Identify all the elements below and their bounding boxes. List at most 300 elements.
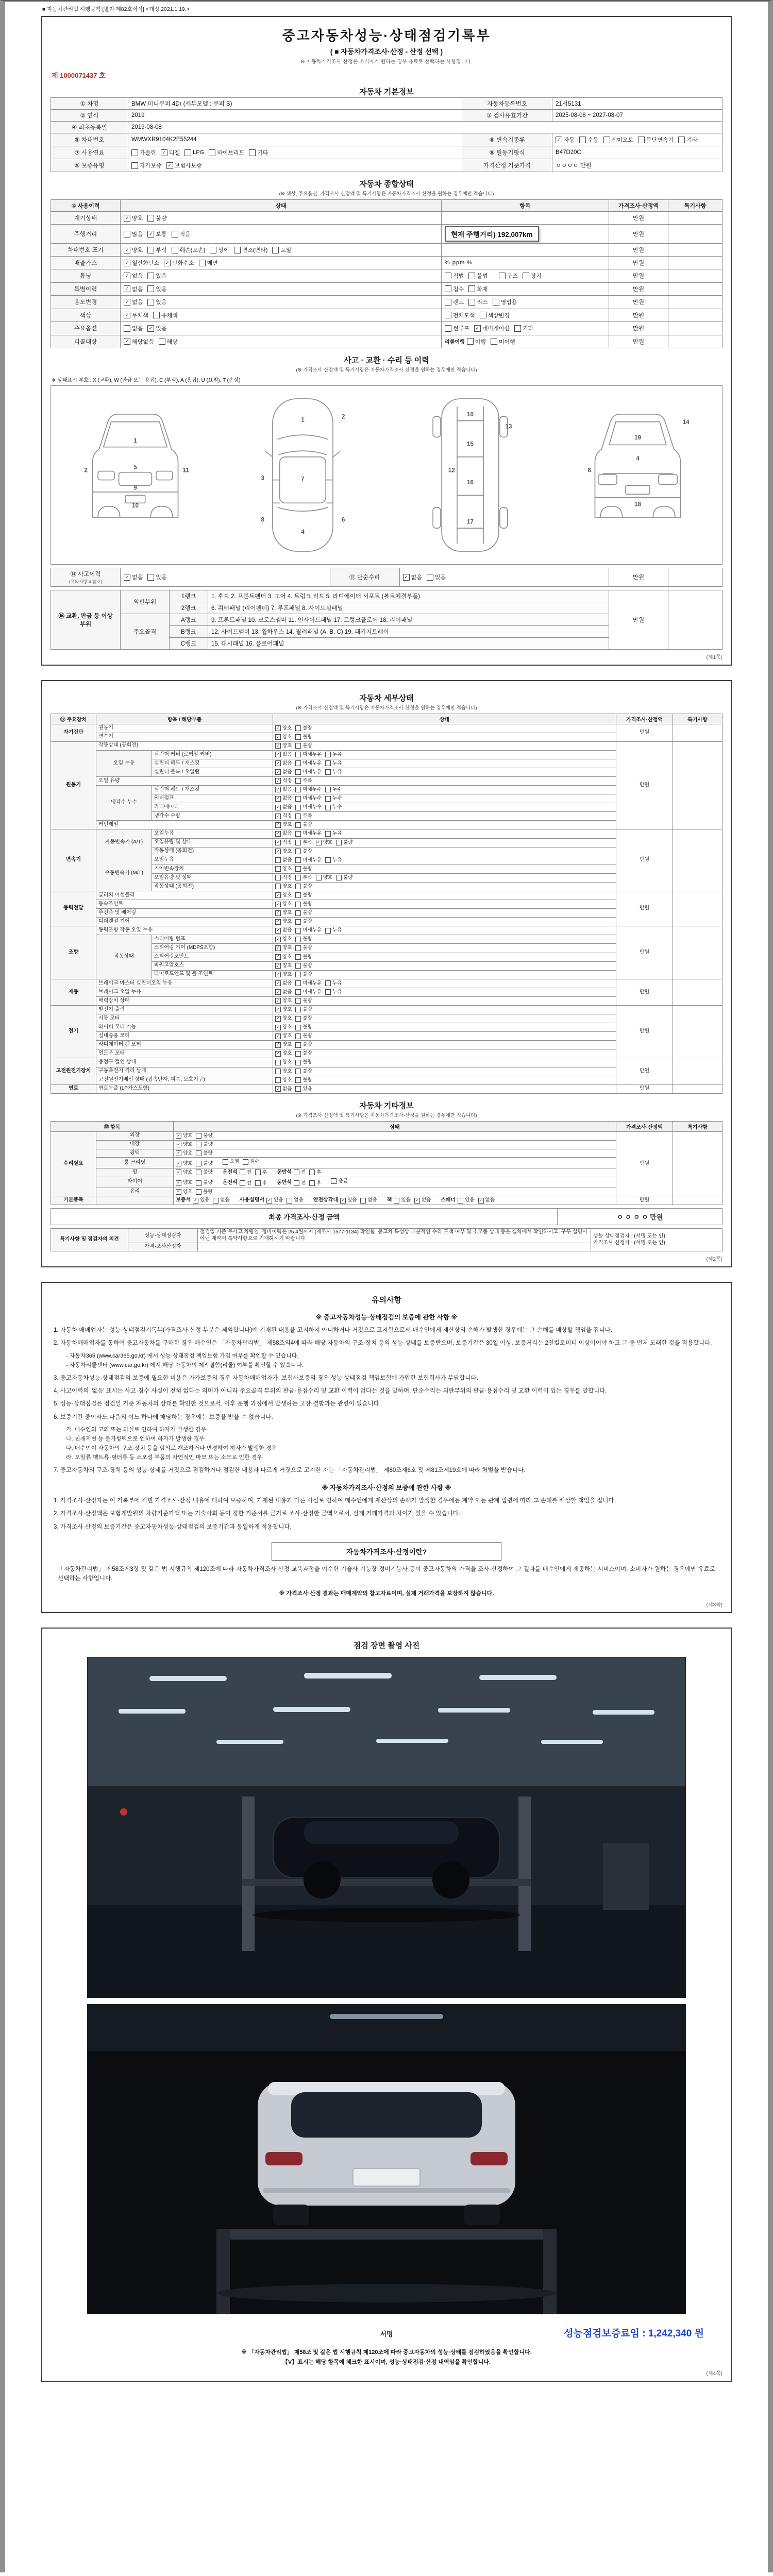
checkbox-침수[interactable] <box>243 1159 259 1165</box>
checkbox-불량[interactable] <box>295 954 312 960</box>
empty-box-icon <box>325 769 331 775</box>
checkbox-무채색[interactable] <box>124 311 148 319</box>
checkbox-후[interactable] <box>255 1170 267 1176</box>
part-label: 오일유량 및 상태 <box>152 873 273 882</box>
checkbox-label: 미세누유 <box>303 927 322 934</box>
page-mark-1: (제1쪽) <box>706 654 722 660</box>
checkbox-부식[interactable] <box>147 246 166 254</box>
field-value <box>128 98 462 110</box>
checkbox-부족[interactable] <box>295 778 312 784</box>
empty-box-icon <box>325 760 331 766</box>
checkbox-양호[interactable] <box>275 743 292 749</box>
item-text: % ppm % <box>445 260 473 266</box>
checkbox-미세누유[interactable] <box>295 989 322 995</box>
checkbox-오염[interactable] <box>223 1159 239 1165</box>
checkbox-전[interactable] <box>294 1170 306 1176</box>
checkbox-없음[interactable] <box>275 1086 292 1092</box>
empty-box-icon <box>210 247 216 253</box>
part-label: 작동상태 (공회전) <box>152 882 273 891</box>
checked-box-icon: ✓ <box>275 945 281 951</box>
checkbox-미세누수[interactable] <box>295 804 322 810</box>
checkbox-불량[interactable] <box>196 1142 212 1148</box>
checkbox-label: 누수 <box>332 804 342 810</box>
checkbox-양호[interactable] <box>275 1077 292 1083</box>
checkbox-없음[interactable] <box>478 1197 495 1204</box>
checkbox-장치[interactable] <box>523 272 542 280</box>
checkbox-미세누유[interactable] <box>295 927 322 934</box>
checkbox-label: 양호 <box>282 936 292 942</box>
part-label: 작동상태 (공회전) <box>96 741 273 750</box>
checkbox-label: 없음 <box>282 831 292 837</box>
checkbox-없음[interactable] <box>414 1197 431 1204</box>
checkbox-label: 미세누유 <box>303 760 322 766</box>
empty-box-icon <box>294 1170 299 1175</box>
checkbox-불량[interactable] <box>336 840 352 846</box>
checkbox-색상변경[interactable] <box>480 311 510 319</box>
checkbox-누유[interactable] <box>325 769 342 775</box>
checkbox-도말[interactable] <box>272 246 291 254</box>
notice-section-heading: ※ 중고자동차성능·상태점검의 보증에 관한 사항 ※ <box>315 1313 458 1321</box>
checkbox-매연[interactable] <box>199 259 218 267</box>
checkbox-양호[interactable] <box>275 1042 292 1048</box>
checkbox-양호[interactable] <box>176 1170 192 1176</box>
checkbox-자가보증[interactable] <box>131 161 162 170</box>
status-checks <box>273 944 616 953</box>
checkbox-있음[interactable] <box>427 573 446 581</box>
checkbox-전[interactable] <box>294 1180 306 1187</box>
checkbox-label: 양호 <box>183 1141 193 1147</box>
checkbox-양호[interactable] <box>275 936 292 942</box>
checked-box-icon: ✓ <box>275 769 281 775</box>
checkbox-없음[interactable] <box>275 804 292 810</box>
checkbox-세미오토[interactable] <box>603 135 634 144</box>
segment-label: 동반석 <box>277 1169 292 1175</box>
checkbox-있음[interactable] <box>147 324 166 332</box>
checkbox-있음[interactable] <box>193 1197 209 1204</box>
checkbox-있음[interactable] <box>394 1197 410 1204</box>
checkbox-적정[interactable] <box>275 778 292 784</box>
checkbox-양호[interactable] <box>176 1142 192 1148</box>
empty-box-icon <box>467 338 474 345</box>
checkbox-불량[interactable] <box>295 1069 312 1075</box>
checkbox-부족[interactable] <box>295 813 312 819</box>
checkbox-적정[interactable] <box>275 840 292 846</box>
checkbox-label: 기타 <box>257 150 268 156</box>
checkbox-양호[interactable] <box>275 734 292 740</box>
checkbox-상이[interactable] <box>210 246 229 254</box>
checkbox-불량[interactable] <box>295 1050 312 1057</box>
checkbox-있음[interactable] <box>147 272 166 280</box>
part-label: 오일유량 및 상태 <box>152 838 273 847</box>
checkbox-양호[interactable] <box>275 998 292 1004</box>
checkbox-이행[interactable] <box>467 337 486 346</box>
checkbox-훼손(오손)[interactable] <box>172 246 206 254</box>
checkbox-양호[interactable] <box>275 866 292 872</box>
diagram-part-number-18: 18 <box>634 501 642 508</box>
checkbox-적법[interactable] <box>445 272 464 280</box>
checkbox-없음[interactable] <box>124 298 143 306</box>
checkbox-일산화탄소[interactable] <box>124 259 159 267</box>
checkbox-불량[interactable] <box>295 1077 312 1083</box>
empty-box-icon <box>275 866 281 872</box>
checkbox-label: 디젤 <box>169 150 180 156</box>
checkbox-누수[interactable] <box>325 804 342 810</box>
checkbox-불량[interactable] <box>295 1033 312 1039</box>
note-cell <box>668 590 722 649</box>
checkbox-양호[interactable] <box>275 1015 292 1022</box>
checkbox-불량[interactable] <box>295 849 312 855</box>
empty-box-icon <box>196 1180 201 1186</box>
checkbox-불량[interactable] <box>295 936 312 942</box>
checkbox-없음[interactable] <box>403 573 422 581</box>
checkbox-label: 누유 <box>332 989 342 995</box>
checkbox-양호[interactable] <box>275 910 292 916</box>
status-checks <box>273 1058 616 1067</box>
checkbox-불량[interactable] <box>295 743 312 749</box>
checkbox-있음[interactable] <box>266 1197 283 1204</box>
checkbox-누수[interactable] <box>325 787 342 793</box>
checkbox-영업용[interactable] <box>493 298 517 306</box>
checkbox-전[interactable] <box>240 1180 251 1187</box>
checkbox-label: 보통 <box>156 231 167 238</box>
checkbox-label: 부족 <box>303 839 312 845</box>
part-label: 고전원전기배선 상태 (접속단자, 피복, 보호기구) <box>96 1076 273 1084</box>
empty-box-icon <box>147 273 154 279</box>
checkbox-label: 수동 <box>587 137 599 143</box>
checkbox-양호[interactable] <box>275 1007 292 1013</box>
checkbox-양호[interactable] <box>275 1033 292 1039</box>
checkbox-유채색[interactable] <box>153 311 178 319</box>
empty-box-icon <box>172 231 178 238</box>
empty-box-icon <box>295 989 301 995</box>
checkbox-있음[interactable] <box>147 573 166 581</box>
misc-part-label: 유리 <box>96 1188 174 1196</box>
checkbox-기타[interactable] <box>514 324 533 332</box>
checkbox-양호[interactable] <box>275 1050 292 1057</box>
device-group-label: 전기 <box>51 1006 96 1058</box>
checkbox-label: 없음 <box>282 804 292 810</box>
checkbox-없음[interactable] <box>124 573 143 581</box>
checkbox-불량[interactable] <box>295 972 312 978</box>
empty-box-icon <box>295 787 301 792</box>
checkbox-label: 적정 <box>282 813 292 819</box>
checkbox-누유[interactable] <box>325 831 342 837</box>
lift-post-right <box>518 1797 531 1951</box>
checkbox-부족[interactable] <box>295 875 312 881</box>
checkbox-양호[interactable] <box>176 1133 192 1139</box>
status-checks <box>273 1014 616 1023</box>
device-group-label: 연료 <box>51 1084 96 1093</box>
checkbox-있음[interactable] <box>147 298 166 306</box>
segment-label: 운전석 <box>222 1169 238 1175</box>
part-label: 워터펌프 <box>152 794 273 803</box>
checkbox-누유[interactable] <box>325 989 342 995</box>
checked-box-icon: ✓ <box>275 919 281 925</box>
checkbox-누유[interactable] <box>325 927 342 934</box>
checkbox-보험사보증[interactable] <box>166 161 202 170</box>
checkbox-응급[interactable] <box>331 1178 347 1184</box>
checkbox-양호[interactable] <box>176 1189 192 1195</box>
checkbox-불량[interactable] <box>295 892 312 899</box>
field-value <box>552 110 722 122</box>
exchange-row <box>51 590 722 602</box>
checkbox-누유[interactable] <box>325 752 342 758</box>
field-label: ① 차명 <box>51 98 128 110</box>
checkbox-없음[interactable] <box>275 752 292 758</box>
checkbox-양호[interactable] <box>275 972 292 978</box>
checkbox-불량[interactable] <box>295 1007 312 1013</box>
checkbox-누수[interactable] <box>325 795 342 802</box>
checkbox-불량[interactable] <box>196 1161 212 1167</box>
empty-box-icon <box>196 1170 201 1175</box>
status-checks <box>273 873 616 882</box>
checkbox-누유[interactable] <box>325 760 342 767</box>
diagram-part-number-13: 13 <box>505 423 512 430</box>
checkbox-불량[interactable] <box>196 1150 212 1157</box>
checkbox-적음[interactable] <box>172 230 191 238</box>
checkbox-없음[interactable] <box>360 1197 377 1204</box>
detail-status-table <box>51 714 722 1094</box>
checkbox-label: 없음 <box>132 299 143 306</box>
checkbox-하이브리드[interactable] <box>209 148 244 157</box>
checkbox-불량[interactable] <box>295 910 312 916</box>
checkbox-불량[interactable] <box>295 963 312 969</box>
checked-box-icon: ✓ <box>275 743 281 749</box>
checkbox-양호[interactable] <box>275 1024 292 1030</box>
checkbox-양호[interactable] <box>275 919 292 925</box>
checkbox-label: 해당없음 <box>132 338 154 345</box>
checkbox-양호[interactable] <box>275 884 292 890</box>
checkbox-해당없음[interactable] <box>124 337 154 346</box>
checkbox-양호[interactable] <box>176 1161 192 1167</box>
part-label: 와이퍼 모터 기능 <box>96 1023 273 1032</box>
status-checks <box>174 1140 616 1149</box>
usage-item-label: 계기상태 <box>51 212 121 225</box>
checkbox-label: 불량 <box>303 954 312 960</box>
price-cell: 만원 <box>609 269 668 283</box>
checkbox-후[interactable] <box>255 1180 267 1187</box>
checkbox-누유[interactable] <box>325 980 342 987</box>
checkbox-LPG[interactable] <box>184 149 204 156</box>
checkbox-불량[interactable] <box>295 919 312 925</box>
checkbox-양호[interactable] <box>275 725 292 732</box>
checkbox-없음[interactable] <box>275 769 292 775</box>
checkbox-미이행[interactable] <box>491 337 515 346</box>
checkbox-불법[interactable] <box>468 272 488 280</box>
checkbox-무단변속기[interactable] <box>638 135 674 144</box>
checkbox-미세누유[interactable] <box>295 857 322 863</box>
checkbox-불량[interactable] <box>295 884 312 890</box>
part-label: 작동상태 (공회전) <box>152 847 273 856</box>
diagram-part-number-11: 11 <box>182 467 189 474</box>
checkbox-미세누유[interactable] <box>295 769 322 775</box>
checkbox-디젤[interactable] <box>161 148 180 157</box>
checkbox-없음[interactable] <box>213 1197 229 1204</box>
checkbox-적정[interactable] <box>275 875 292 881</box>
field-label: ② 연식 <box>51 110 128 122</box>
checkbox-적정[interactable] <box>275 813 292 819</box>
checkbox-기타[interactable] <box>678 135 697 144</box>
checked-box-icon: ✓ <box>176 1150 181 1156</box>
checkbox-없음[interactable] <box>124 272 143 280</box>
checkbox-리스[interactable] <box>468 298 488 306</box>
checkbox-label: 양호 <box>282 919 292 925</box>
checkbox-불량[interactable] <box>295 734 312 740</box>
checkbox-양호[interactable] <box>124 214 143 222</box>
checkbox-양호[interactable] <box>275 1069 292 1075</box>
checkbox-양호[interactable] <box>275 954 292 960</box>
checkbox-불량[interactable] <box>196 1189 212 1195</box>
checkbox-기타[interactable] <box>249 148 268 157</box>
note-cell <box>673 1084 722 1093</box>
checkbox-불량[interactable] <box>147 214 166 222</box>
checkbox-구조[interactable] <box>499 272 518 280</box>
checkbox-양호[interactable] <box>275 901 292 907</box>
empty-box-icon <box>295 840 301 845</box>
checkbox-미세누유[interactable] <box>295 831 322 837</box>
device-group-label: 고전원전기장치 <box>51 1058 96 1084</box>
item-sub-label: 오일 누유 <box>96 750 152 776</box>
checkbox-누유[interactable] <box>325 857 342 863</box>
checkbox-많음[interactable] <box>124 230 143 238</box>
checkbox-미세누유[interactable] <box>295 760 322 767</box>
checkbox-렌트[interactable] <box>445 298 464 306</box>
checkbox-없음[interactable] <box>275 795 292 802</box>
checkbox-불량[interactable] <box>295 998 312 1004</box>
empty-box-icon <box>295 910 301 916</box>
checkbox-양호[interactable] <box>275 1059 292 1065</box>
checkbox-불량[interactable] <box>196 1170 212 1176</box>
section-note-misc: (※ 가격조사·산정액 및 특기사항은 자동차가격조사·산정을 원하는 경우에만 적습니다) <box>296 1112 477 1118</box>
inspector-opinion-table <box>51 1228 722 1251</box>
checkbox-양호[interactable] <box>316 875 332 881</box>
checkbox-없음[interactable] <box>275 927 292 934</box>
checkbox-label: 미세누수 <box>303 795 322 802</box>
checkbox-미세누수[interactable] <box>295 787 322 793</box>
section-title-basic-info: 자동차 기본정보 <box>359 88 414 96</box>
checkbox-불량[interactable] <box>295 901 312 907</box>
checkbox-불량[interactable] <box>295 1059 312 1065</box>
checkbox-있음[interactable] <box>147 285 166 293</box>
checkbox-없음[interactable] <box>124 324 143 332</box>
checkbox-없음[interactable] <box>275 980 292 987</box>
checkbox-label: 있음 <box>303 1086 312 1092</box>
checkbox-양호[interactable] <box>316 840 332 846</box>
checkbox-없음[interactable] <box>275 760 292 767</box>
checkbox-전체도색[interactable] <box>445 311 475 319</box>
checkbox-양호[interactable] <box>176 1150 192 1157</box>
checkbox-변조(변타)[interactable] <box>234 246 268 254</box>
empty-box-icon <box>295 822 301 828</box>
checkbox-불량[interactable] <box>196 1180 212 1186</box>
checkbox-수동[interactable] <box>579 135 598 144</box>
misc-part-label <box>96 1196 174 1205</box>
checkbox-가솔린[interactable] <box>131 148 156 157</box>
notice-item: 2. 가격조사·산정액은 보험개발원의 차량기준가액 또는 기술사회 등이 정한 기준서를 근거로 조사·산정한 금액으로서, 실제 거래가격과 차이가 있을 수 있습니다. <box>54 1511 460 1517</box>
checkbox-미세누유[interactable] <box>295 752 322 758</box>
checkbox-자동[interactable] <box>556 135 575 144</box>
checkbox-없음[interactable] <box>275 857 292 863</box>
checkbox-전[interactable] <box>240 1170 251 1176</box>
checkbox-후[interactable] <box>309 1180 321 1187</box>
checkbox-양호[interactable] <box>275 822 292 828</box>
empty-box-icon <box>295 769 301 775</box>
checkbox-불량[interactable] <box>295 1015 312 1022</box>
checkbox-침수[interactable] <box>445 285 464 293</box>
checkbox-불량[interactable] <box>295 1024 312 1030</box>
checkbox-불량[interactable] <box>295 725 312 732</box>
checkbox-없음[interactable] <box>287 1197 303 1204</box>
checkbox-불량[interactable] <box>295 822 312 828</box>
red-lamp <box>120 1808 127 1816</box>
notice-subitem: - 자동차리콜센터 (www.car.go.kr) 에서 해당 자동차의 제작결함(리콜) 여부를 확인할 수 있습니다. <box>66 1362 304 1368</box>
field-value <box>128 122 722 133</box>
checkbox-네비게이션[interactable] <box>474 324 510 332</box>
overall-row <box>51 296 722 309</box>
checkbox-불량[interactable] <box>295 945 312 951</box>
checkbox-양호[interactable] <box>275 892 292 899</box>
empty-box-icon <box>199 260 206 266</box>
checkbox-label: 일산화탄소 <box>132 260 160 266</box>
checkbox-불량[interactable] <box>295 1042 312 1048</box>
checkbox-부족[interactable] <box>295 840 312 846</box>
checked-box-icon: ✓ <box>124 299 130 306</box>
checkbox-label: 응급 <box>338 1178 348 1184</box>
checkbox-양호[interactable] <box>124 246 143 254</box>
checkbox-탄화수소[interactable] <box>164 259 194 267</box>
check-segment <box>445 324 538 333</box>
checkbox-화재[interactable] <box>468 285 488 293</box>
checkbox-있음[interactable] <box>295 1086 312 1092</box>
empty-box-icon <box>295 743 301 749</box>
overall-row <box>51 244 722 257</box>
appraiser-sign-line: 가격조사·산정자 : (서명 또는 인) <box>593 1240 665 1246</box>
checkbox-없음[interactable] <box>124 285 143 293</box>
checked-box-icon: ✓ <box>275 849 281 854</box>
checkbox-없음[interactable] <box>275 831 292 837</box>
checkbox-해당[interactable] <box>159 337 178 346</box>
checkbox-없음[interactable] <box>275 989 292 995</box>
photo-garage-overview <box>87 1657 686 1998</box>
checkbox-없음[interactable] <box>275 787 292 793</box>
current-mileage-annotation: 현재 주행거리) 192,007km <box>445 226 539 242</box>
empty-box-icon <box>468 299 475 306</box>
empty-box-icon <box>491 338 497 345</box>
misc-part-label: 룸 크리닝 <box>96 1158 174 1168</box>
checkbox-불량[interactable] <box>295 866 312 872</box>
status-checks <box>273 1049 616 1058</box>
checkbox-보통[interactable] <box>147 230 166 238</box>
checkbox-있음[interactable] <box>340 1197 357 1204</box>
checkbox-양호[interactable] <box>176 1180 192 1186</box>
checkbox-미세누유[interactable] <box>295 980 322 987</box>
checkbox-양호[interactable] <box>275 963 292 969</box>
signature-label: 서명 <box>380 2330 393 2338</box>
status-cell <box>121 212 442 225</box>
final-price-row <box>51 1209 722 1225</box>
checkbox-불량[interactable] <box>336 875 352 881</box>
empty-box-icon <box>295 875 301 880</box>
checkbox-label: 미이행 <box>498 338 515 345</box>
checkbox-후[interactable] <box>309 1170 321 1176</box>
checkbox-불량[interactable] <box>196 1133 212 1139</box>
checkbox-있음[interactable] <box>458 1197 474 1204</box>
part-label: 추진축 및 베어링 <box>96 909 273 918</box>
checkbox-썬루프[interactable] <box>445 324 469 332</box>
checkbox-양호[interactable] <box>275 945 292 951</box>
checkbox-미세누수[interactable] <box>295 795 322 802</box>
checkbox-양호[interactable] <box>275 849 292 855</box>
